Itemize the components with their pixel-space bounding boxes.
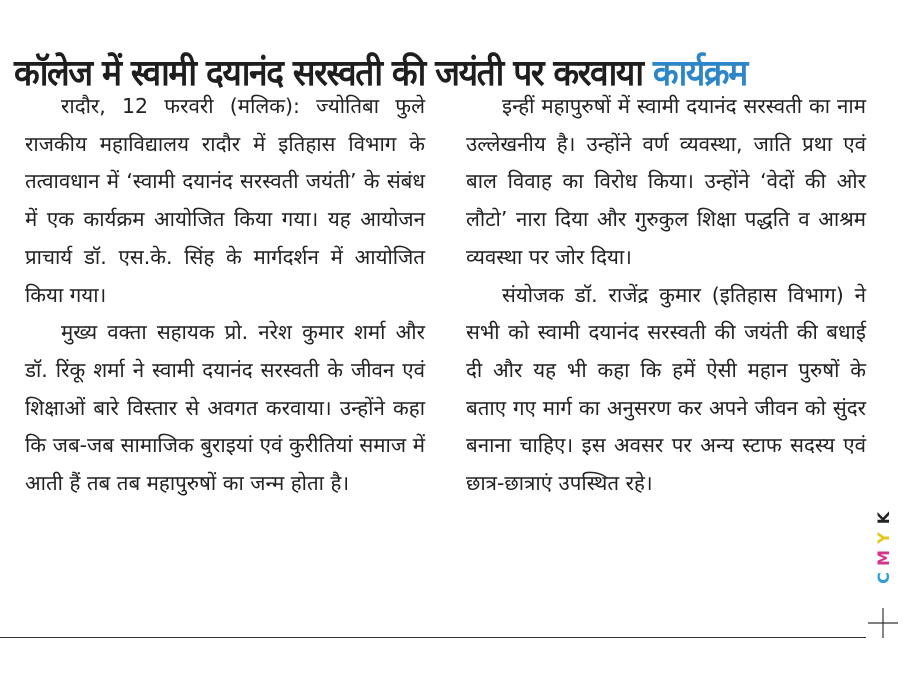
right-column [466,88,866,503]
cmyk-letter-y: Y [874,532,893,544]
cmyk-letter-m: M [874,550,893,566]
cmyk-letter-k: K [874,511,893,525]
cmyk-letter-c: C [874,572,893,584]
left-paragraph-1: रादौर, 12 फरवरी (मलिक): ज्योतिबा फुले राजकीय महाविद्यालय रादौर में इतिहास विभाग के तत्वावधान में ‘स्वामी दयानंद सरस्वती जयंती’ के संबंध में एक कार्यक्रम आयोजित किया गया। यह आयोजन प्राचार्य डॉ. एस.के. सिंह के मार्गदर्शन में आयोजित किया गया। [25,94,425,307]
left-column [25,88,425,503]
bottom-divider-line [0,637,866,638]
headline-main: कॉलेज में स्वामी दयानंद सरस्वती की जयंती पर करवाया [14,53,653,95]
right-paragraph-1: इन्हीं महापुरुषों में स्वामी दयानंद सरस्वती का नाम उल्लेखनीय है। उन्होंने वर्ण व्यवस्था, जाति प्रथा एवं बाल विवाह का विरोध किया। उन्होंने ‘वेदों की ओर लौटो’ नारा दिया और गुरुकुल शिक्षा पद्धति व आश्रम व्यवस्था पर जोर दिया। [466,94,866,269]
crop-mark-crosshair-icon [868,608,898,638]
headline-highlight: कार्यक्रम [652,53,747,95]
cmyk-registration-mark [873,508,895,594]
left-paragraph-2: मुख्य वक्ता सहायक प्रो. नरेश कुमार शर्मा और डॉ. रिंकू शर्मा ने स्वामी दयानंद सरस्वती के जीवन एवं शिक्षाओं बारे विस्तार से अवगत करवाया। उन्होंने कहा कि जब-जब सामाजिक बुराइयां एवं कुरीतियां समाज में आती हैं तब तब महापुरुषों का जन्म होता है। [25,320,425,496]
right-paragraph-2: संयोजक डॉ. राजेंद्र कुमार (इतिहास विभाग) ने सभी को स्वामी दयानंद सरस्वती की जयंती की बधाई दी और यह भी कहा कि हमें ऐसी महान पुरुषों के बताए गए मार्ग का अनुसरण कर अपने जीवन को सुंदर बनाना चाहिए। इस अवसर पर अन्य स्टाफ सदस्य एवं छात्र-छात्राएं उपस्थित रहे। [466,282,866,496]
